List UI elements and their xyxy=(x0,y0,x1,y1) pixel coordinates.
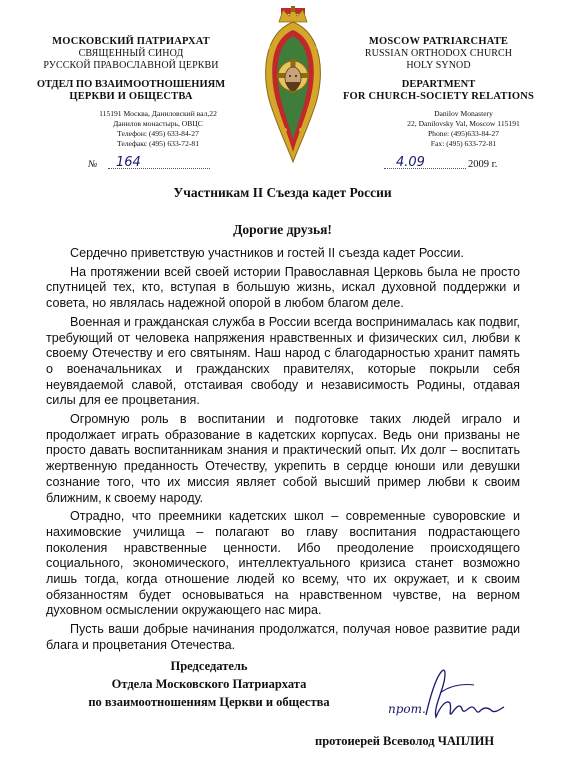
paragraph-6: Пусть ваши добрые начинания продолжатся, получая новое развитие ради блага и процветания Отечества. xyxy=(46,622,520,652)
fax-ru: Телефакс (495) 633-72-81 xyxy=(116,139,199,148)
address-block-en xyxy=(336,109,541,149)
phone-en: Phone: (495)633-84-27 xyxy=(427,129,500,138)
signatory-title xyxy=(84,657,334,711)
org-name-en: MOSCOW PATRIARCHATE xyxy=(368,36,509,47)
department-line-2-ru: ЦЕРКВИ И ОБЩЕСТВА xyxy=(69,91,193,102)
salutation: Дорогие друзья! xyxy=(233,222,332,237)
emblem-eye-left xyxy=(289,75,291,77)
emblem-eye-right xyxy=(295,75,297,77)
department-line-1-ru: ОТДЕЛ ПО ВЗАИМООТНОШЕНИЯМ xyxy=(36,79,226,90)
paragraph-4: Огромную роль в воспитании и подготовке таких людей играло и продолжает играть образование в кадетских корпусах. Ведь они призваны не просто давать воспитанникам знания и практический опыт. Их долг – воспитать жертвенную преданность Отечеству, укрепить в сердце юноши или девушки сознание того, что их миссия являет собой высший пример любви к своим ближним, к своему народу. xyxy=(46,412,520,505)
header-left-russian xyxy=(18,36,244,149)
fax-en: Fax: (495) 633-72-81 xyxy=(430,139,497,148)
signatory-title-3: по взаимоотношениям Церкви и общества xyxy=(88,695,330,709)
paragraph-1: Сердечно приветствую участников и гостей II съезда кадет России. xyxy=(70,246,464,260)
address-block-ru xyxy=(18,109,244,149)
church-name-en: RUSSIAN ORTHODOX CHURCH xyxy=(364,48,513,59)
signature-flourish xyxy=(440,684,474,693)
letter-body xyxy=(46,246,520,657)
synod-en: HOLY SYNOD xyxy=(406,60,471,71)
date-value: 4.09 xyxy=(396,155,425,170)
handwritten-signature xyxy=(388,663,508,735)
synod-line-2-ru: РУССКОЙ ПРАВОСЛАВНОЙ ЦЕРКВИ xyxy=(43,60,219,71)
synod-line-1-ru: СВЯЩЕННЫЙ СИНОД xyxy=(78,48,184,59)
signatory-title-1: Председатель xyxy=(170,659,248,673)
addressee: Участникам II Съезда кадет России xyxy=(173,185,392,200)
emblem-cross-top xyxy=(291,6,295,12)
number-dotted-line xyxy=(108,168,210,169)
patriarchate-emblem xyxy=(257,6,329,166)
org-name-ru: МОСКОВСКИЙ ПАТРИАРХАТ xyxy=(52,36,210,47)
department-line-1-en: DEPARTMENT xyxy=(401,79,476,90)
department-line-2-en: FOR CHURCH-SOCIETY RELATIONS xyxy=(342,91,535,102)
paragraph-3: Военная и гражданская служба в России всегда воспринималась как подвиг, требующий от человека напряжения нравственных и физических сил, любви к своему Отечеству и его святыням. Наш народ с благодарностью хранит память о военачальниках и гражданских правителях, которые покрыли себя неувядаемой славой, отстаивая свободу и независимость Родины, отдавая силы для ее процветания. xyxy=(46,314,520,408)
number-label: № xyxy=(88,159,98,170)
address-line-2-en: 22, Danilovsky Val, Moscow 115191 xyxy=(407,119,520,128)
header-right-english xyxy=(336,36,541,149)
address-line-1-en: Danilov Monastery xyxy=(434,109,493,118)
phone-ru: Телефон: (495) 633-84-27 xyxy=(117,129,199,138)
paragraph-5: Отрадно, что преемники кадетских школ – современные суворовские и нахимовские училища – полагают во главу воспитания подрастающего поколения нравственные ценности. Ибо преодоление происходящего социального, экономического, интеллектуального кризиса станет возможно лишь тогда, когда отношение людей ко всему, что их окружает, и к своим обязанностям будет основываться на нравственном чувстве, на верном духовном осмыслении окружающего нас мира. xyxy=(46,509,520,618)
signature-stroke xyxy=(426,670,504,717)
number-value: 164 xyxy=(116,155,141,170)
address-line-1-ru: 115191 Москва, Даниловский вал,22 xyxy=(99,109,217,118)
signatory-title-2: Отдела Московского Патриархата xyxy=(111,677,307,691)
paragraph-2: На протяжении всей своей истории Православная Церковь была не просто спутницей тех, кто, вступая в большую жизнь, искал духовной поддержки и совета, но являлась надежной опорой в любом благом деле. xyxy=(46,264,520,311)
date-year: 2009 г. xyxy=(468,159,498,170)
signature-prefix: прот. xyxy=(388,702,426,716)
document-number xyxy=(88,155,208,170)
signer-name: протоиерей Всеволод ЧАПЛИН xyxy=(315,734,495,748)
address-line-2-ru: Данилов монастырь, ОВЦС xyxy=(113,119,203,128)
date-dotted-line xyxy=(384,168,466,169)
